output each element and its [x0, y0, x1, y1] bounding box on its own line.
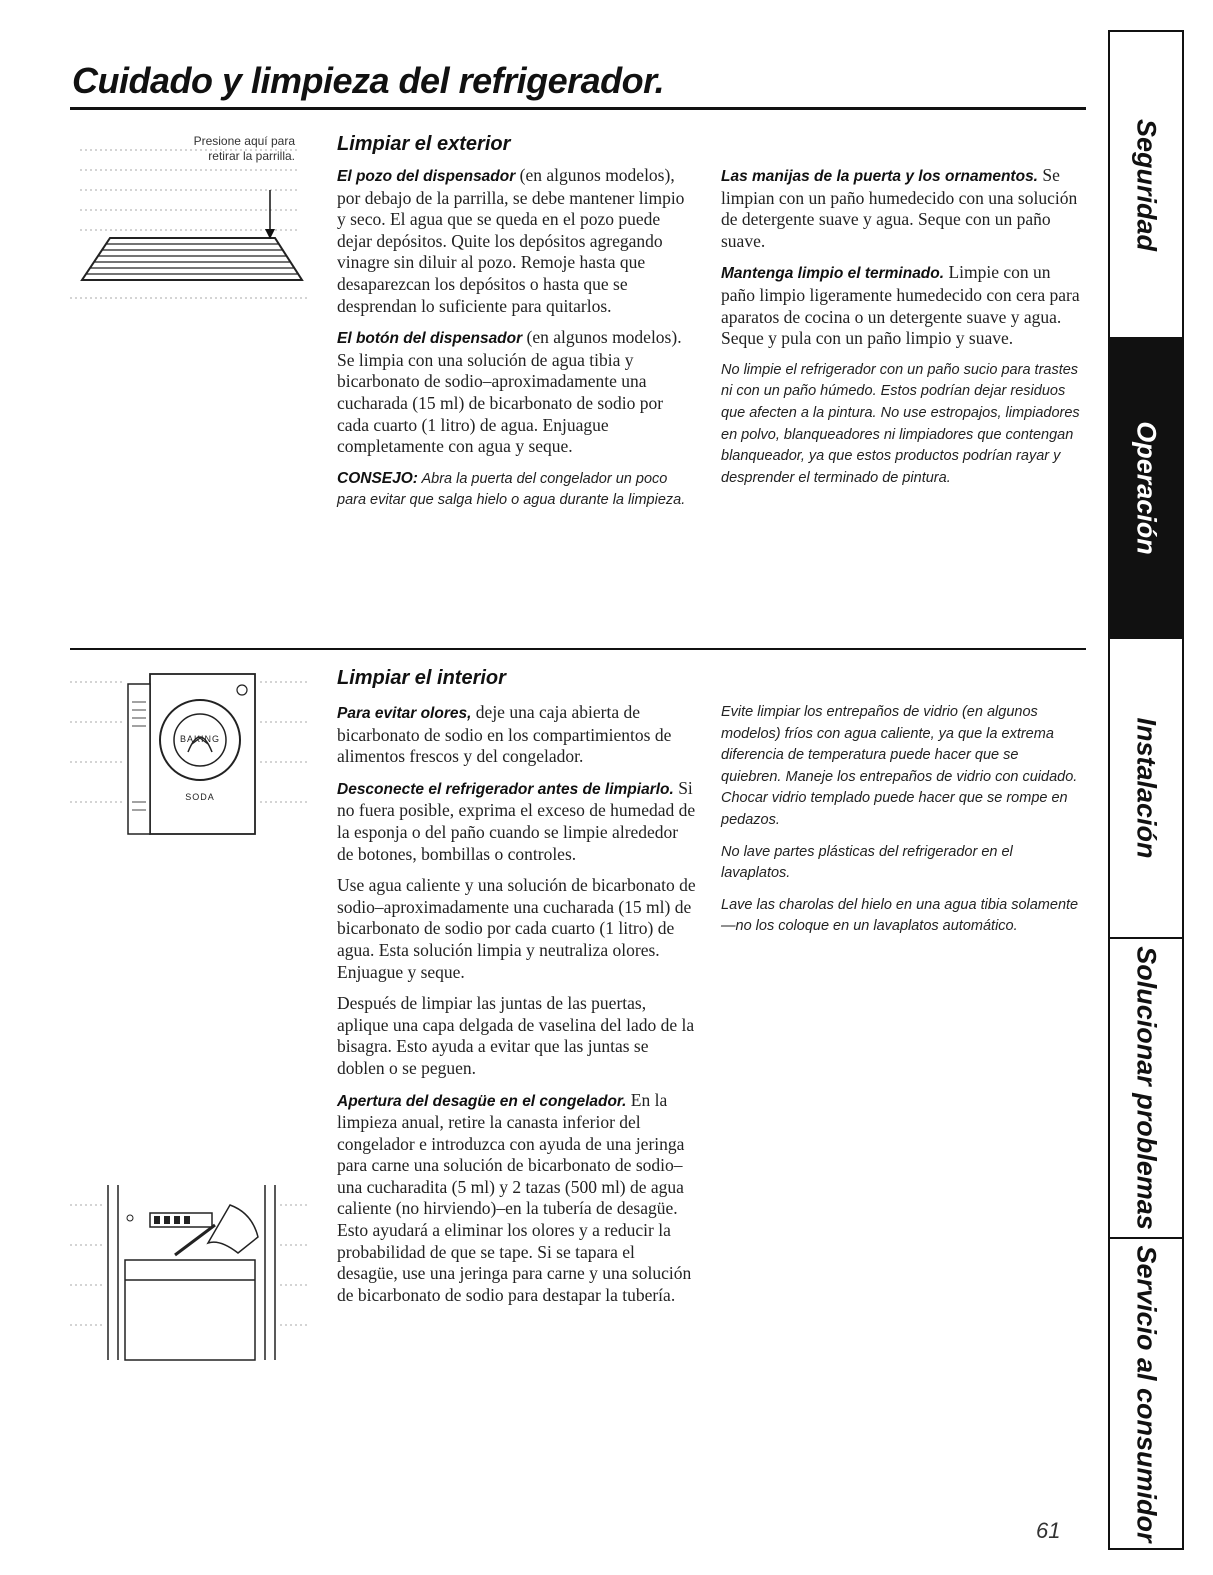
- grille-callout: Presione aquí para retirar la parrilla.: [193, 134, 295, 163]
- handles-body: Se limpian con un paño humedecido con una solución de detergente suave y agua. Seque con un paño suave.: [721, 165, 1078, 251]
- sidebar-tab-seguridad[interactable]: [1110, 32, 1182, 337]
- dispenser-well-lead: El pozo del dispensador: [337, 168, 516, 185]
- interior-col-right: [721, 702, 1081, 948]
- ice-trays-note: Lave las charolas del hielo en una agua tibia solamente—no los coloque en un lavaplatos automático.: [721, 896, 1079, 935]
- sidebar-tab-label: Operación: [1131, 421, 1162, 555]
- sidebar-tab-label: Seguridad: [1131, 118, 1162, 251]
- finish-lead: Mantenga limpio el terminado.: [721, 265, 945, 283]
- handles-lead: Las manijas de la puerta y los ornamentos.: [721, 168, 1038, 185]
- soda-box-label: BAKING SODA: [179, 734, 220, 802]
- page-title: Cuidado y limpieza del refrigerador.: [72, 60, 665, 101]
- odors-lead: Para evitar olores,: [337, 705, 472, 722]
- tip-body: Abra la puerta del congelador un poco para evitar que salga hielo o agua durante la limpieza.: [337, 470, 686, 509]
- sidebar-tab-label: Instalación: [1131, 717, 1162, 859]
- sidebar-tab-operacion[interactable]: [1110, 337, 1182, 637]
- sidebar-tab-label: Servicio al consumidor: [1131, 1244, 1162, 1543]
- handles-paragraph: [721, 165, 1081, 252]
- dispenser-button-paragraph: [337, 327, 697, 458]
- exterior-col-right: [721, 165, 1081, 499]
- sidebar-tab-servicio-al-consumidor[interactable]: [1110, 1237, 1182, 1548]
- drain-lead: Apertura del desagüe en el congelador.: [337, 1092, 627, 1110]
- section-rule: [70, 648, 1086, 650]
- unplug-body: Si no fuera posible, exprima el exceso de humedad de la esponja o del paño cuando se limpie alrededor de botones, bombillas o controles.: [337, 777, 696, 864]
- unplug-lead: Desconecte el refrigerador antes de limpiarlo.: [337, 780, 674, 798]
- freezer-drain-illustration: [70, 1185, 310, 1365]
- finish-paragraph: [721, 262, 1081, 349]
- interior-heading: Limpiar el interior: [337, 667, 506, 689]
- dispenser-well-paragraph: [337, 165, 697, 317]
- sidebar-tab-solucionar-problemas[interactable]: [1110, 937, 1182, 1237]
- drain-paragraph: [337, 1090, 697, 1307]
- tip-lead: CONSEJO:: [337, 469, 418, 487]
- glass-shelves-note: Evite limpiar los entrepaños de vidrio (en algunos modelos) fríos con agua caliente, ya que la extrema diferencia de temperatura puede hacer que se quiebren. Maneje los entrepaños de vidrio con cuidado. Chocar vidrio templado puede hacer que se rompe en pedazos.: [721, 704, 1078, 828]
- unplug-paragraph: [337, 778, 697, 865]
- dispenser-button-body: (en algunos modelos). Se limpia con una solución de agua tibia y bicarbonato de sodio–aproximadamente una cucharada (15 ml) de bicarbonato de sodio por cada cuarto (1 litro) de agua. Enjuague completamente con agua y seque.: [337, 327, 682, 457]
- exterior-heading: Limpiar el exterior: [337, 133, 511, 155]
- warm-water-paragraph: Use agua caliente y una solución de bicarbonato de sodio–aproximadamente una cucharada (15 ml) de bicarbonato de sodio por cada cuarto (1 litro) de agua. Esta solución limpia y neutraliza olores. Enjuague y seque.: [337, 875, 696, 982]
- finish-body: Limpie con un paño limpio ligeramente humedecido con cera para aparatos de cocina o un detergente suave y agua. Seque y pula con un paño limpio y suave.: [721, 262, 1080, 349]
- dispenser-button-lead: El botón del dispensador: [337, 330, 523, 348]
- exterior-warning: No limpie el refrigerador con un paño sucio para trastes ni con un paño húmedo. Estos podrían dejar residuos que afecten a la pintura. No use estropajos, limpiadores en polvo, blanqueadores ni limpiadores que contengan blanqueador, ya que estos productos podrían rayar y desprender el terminado de pintura.: [721, 361, 1080, 486]
- baking-soda-illustration: [70, 662, 310, 842]
- tip-paragraph: [337, 468, 697, 512]
- dispenser-well-body: (en algunos modelos), por debajo de la parrilla, se debe mantener limpio y seco. El agua que se queda en el pozo puede dejar depósitos. Quite los depósitos agregando vinagre sin diluir al pozo. Remoje hasta que desaparezcan los depósitos o hasta que se desprendan lo suficiente para quitarlos.: [337, 165, 685, 316]
- odors-body: deje una caja abierta de bicarbonato de sodio en los compartimientos de alimentos frescos y del congelador.: [337, 702, 672, 767]
- drain-body: En la limpieza anual, retire la canasta inferior del congelador e introduzca con ayuda de una jeringa para carne una solución de bicarbonato de sodio–una cucharadita (5 ml) y 2 tazas (500 ml) de agua caliente (no hirviendo)–en la tubería de desagüe. Esto ayudará a eliminar los olores y a reducir la probabilidad de que se tape. Si se tapara el desagüe, use una jeringa para carne y una solución de bicarbonato de sodio para destapar la tubería.: [337, 1089, 692, 1305]
- grille-illustration: [70, 130, 310, 300]
- odors-paragraph: [337, 702, 697, 768]
- title-rule: [70, 107, 1086, 110]
- interior-col-left: [337, 702, 697, 1316]
- sidebar-tab-label: Solucionar problemas: [1131, 946, 1162, 1230]
- section-sidebar: [1108, 30, 1184, 1550]
- sidebar-tab-instalacion[interactable]: [1110, 637, 1182, 937]
- exterior-col-left: [337, 165, 697, 522]
- dishwasher-note: No lave partes plásticas del refrigerador en el lavaplatos.: [721, 843, 1013, 882]
- page-number: 61: [1036, 1518, 1061, 1543]
- gaskets-paragraph: Después de limpiar las juntas de las puertas, aplique una capa delgada de vaselina del lado de la bisagra. Esto ayuda a evitar que las juntas se doblen o se peguen.: [337, 993, 695, 1078]
